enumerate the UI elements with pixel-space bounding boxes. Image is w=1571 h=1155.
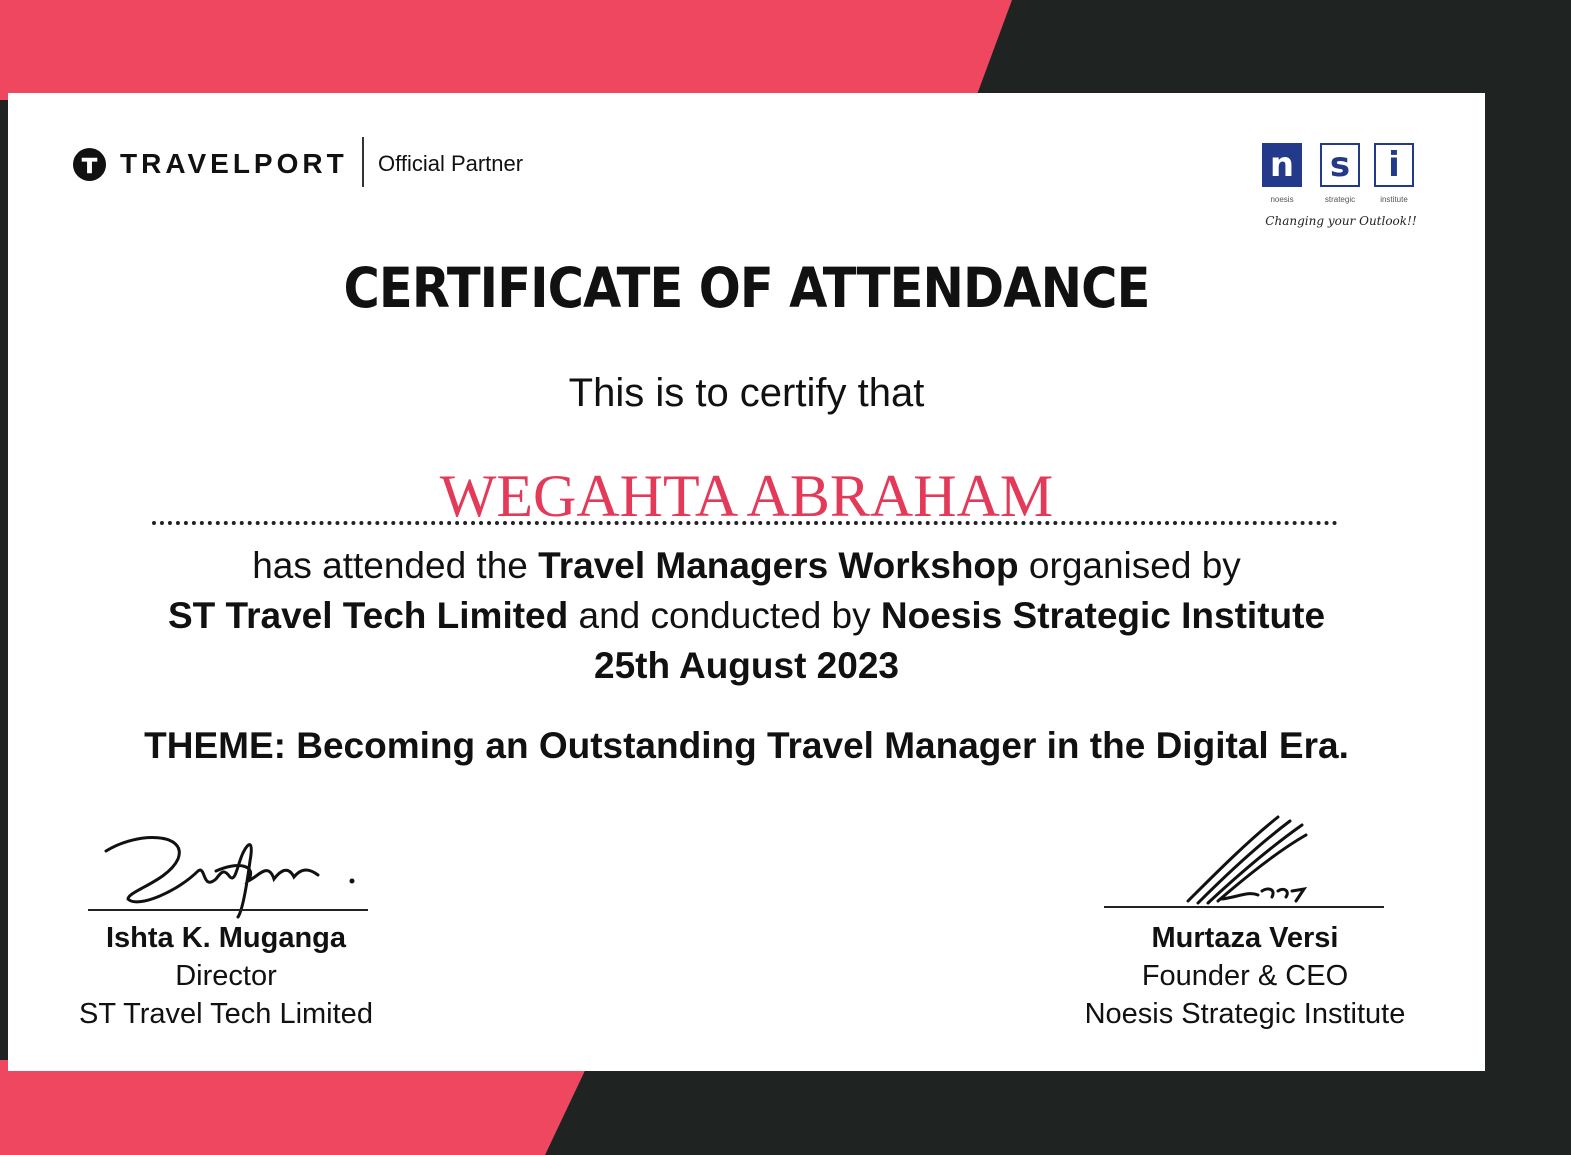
signature-left <box>98 821 368 921</box>
signatory-right <box>1048 919 1442 1033</box>
signatory-organisation: Noesis Strategic Institute <box>1084 998 1406 1030</box>
certificate-card <box>8 93 1485 1071</box>
conductor-name: Noesis Strategic Institute <box>880 595 1326 636</box>
signatory-left <box>48 919 404 1033</box>
organiser-name: ST Travel Tech Limited <box>167 595 569 636</box>
name-dotted-line <box>152 521 1338 525</box>
travelport-t-icon <box>72 147 107 182</box>
nsi-logo <box>1256 143 1426 239</box>
attendance-statement <box>8 541 1485 691</box>
pink-band-bottom <box>0 1060 590 1155</box>
signatory-name: Murtaza Versi <box>1151 922 1339 954</box>
nsi-sublabel-strategic: strategic <box>1324 195 1356 204</box>
travelport-wordmark: TRAVELPORT <box>120 148 348 179</box>
event-name: Travel Managers Workshop <box>538 545 1019 586</box>
nsi-sublabel-noesis: noesis <box>1270 195 1294 204</box>
event-date-line <box>8 641 1485 691</box>
signatory-name: Ishta K. Muganga <box>105 922 347 954</box>
signature-right <box>1178 811 1318 911</box>
recipient-name: WEGAHTA ABRAHAM <box>439 463 1054 529</box>
signatory-role: Founder & CEO <box>1141 960 1349 992</box>
nsi-tagline: Changing your Outlook!! <box>1265 214 1417 228</box>
signature-line-left <box>88 909 368 911</box>
nsi-letter-i: i <box>1374 143 1414 187</box>
signatory-role: Director <box>175 960 277 992</box>
theme-text: : Becoming an Outstanding Travel Manager in the Digital Era. <box>273 725 1349 766</box>
signatory-organisation: ST Travel Tech Limited <box>79 998 373 1030</box>
nsi-sublabel-institute: institute <box>1380 195 1408 204</box>
certify-intro: This is to certify that <box>568 371 925 415</box>
signature-line-right <box>1104 906 1384 908</box>
nsi-letter-n: n <box>1262 143 1302 187</box>
theme-line <box>8 721 1485 771</box>
pink-band-top <box>0 0 1012 100</box>
statement-text: organised by <box>1018 545 1241 586</box>
nsi-letter-s: s <box>1320 143 1360 187</box>
certificate-title: CERTIFICATE OF ATTENDANCE <box>343 256 1150 320</box>
statement-text: has attended the <box>252 545 539 586</box>
header-divider <box>362 137 364 187</box>
statement-line-1 <box>8 541 1485 591</box>
theme-label: THEME <box>144 725 274 766</box>
statement-line-2 <box>8 591 1485 641</box>
statement-text: and conducted by <box>568 595 881 636</box>
event-date: 25th August 2023 <box>594 645 899 686</box>
official-partner-label: Official Partner <box>378 151 524 176</box>
